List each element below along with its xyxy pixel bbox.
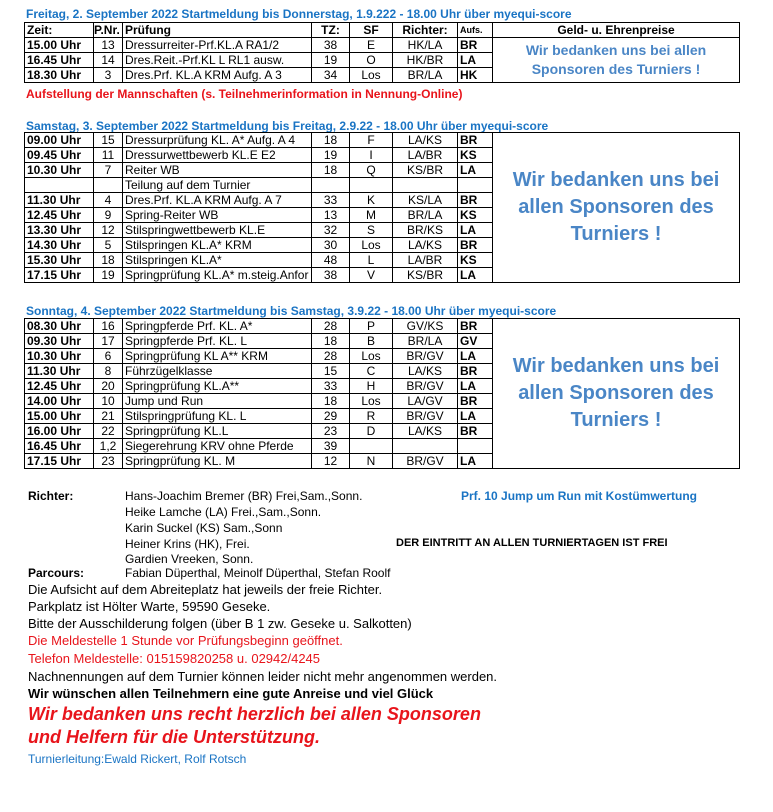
cell-richter [393, 178, 458, 193]
cell-pnr: 3 [94, 68, 123, 83]
cell-pnr: 8 [94, 364, 123, 379]
col-richter: Richter: [393, 23, 458, 38]
judges-label: Richter: [28, 489, 74, 503]
cell-aufs: LA [458, 53, 493, 68]
judge-2: Heike Lamche (LA) Frei.,Sam.,Sonn. [125, 505, 322, 519]
cell-aufs: HK [458, 68, 493, 83]
sponsor-thanks: Wir bedanken uns bei allen Sponsoren des Turniers ! [493, 133, 740, 283]
cell-aufs: BR [458, 364, 493, 379]
col-aufs: Aufs. [458, 23, 493, 38]
cell-pnr: 12 [94, 223, 123, 238]
cell-pruefung: Dres.Reit.-Prf.KL L RL1 ausw. [123, 53, 312, 68]
info-line: Parkplatz ist Hölter Warte, 59590 Geseke. [28, 599, 271, 614]
cell-sf: V [350, 268, 393, 283]
cell-time: 13.30 Uhr [25, 223, 94, 238]
cell-time: 17.15 Uhr [25, 454, 94, 469]
cell-tz: 12 [312, 454, 350, 469]
cell-sf: Los [350, 238, 393, 253]
cell-pnr: 23 [94, 454, 123, 469]
col-zeit: Zeit: [25, 23, 94, 38]
cell-aufs: BR [458, 238, 493, 253]
cell-richter: LA/KS [393, 424, 458, 439]
cell-pnr: 7 [94, 163, 123, 178]
cell-aufs: GV [458, 334, 493, 349]
cell-aufs: LA [458, 454, 493, 469]
cell-time: 09.45 Uhr [25, 148, 94, 163]
cell-richter: BR/GV [393, 409, 458, 424]
cell-tz: 34 [312, 68, 350, 83]
cell-pnr: 21 [94, 409, 123, 424]
cell-time: 12.45 Uhr [25, 208, 94, 223]
cell-aufs: LA [458, 379, 493, 394]
cell-richter: BR/GV [393, 349, 458, 364]
cell-pruefung: Dressurreiter-Prf.KL.A RA1/2 [123, 38, 312, 53]
cell-pruefung: Stilspringprüfung KL. L [123, 409, 312, 424]
cell-time: 08.30 Uhr [25, 319, 94, 334]
cell-pnr: 9 [94, 208, 123, 223]
cell-pruefung: Springprüfung KL A** KRM [123, 349, 312, 364]
cell-sf: H [350, 379, 393, 394]
cell-tz: 28 [312, 349, 350, 364]
cell-time: 15.00 Uhr [25, 409, 94, 424]
cell-richter: BR/GV [393, 379, 458, 394]
cell-pruefung: Jump und Run [123, 394, 312, 409]
cell-pruefung: Stilspringwettbewerb KL.E [123, 223, 312, 238]
office-open: Die Meldestelle 1 Stunde vor Prüfungsbeginn geöffnet. [28, 633, 343, 648]
cell-tz: 19 [312, 53, 350, 68]
cell-pnr: 17 [94, 334, 123, 349]
cell-time: 10.30 Uhr [25, 163, 94, 178]
cell-time: 16.45 Uhr [25, 439, 94, 454]
cell-tz: 32 [312, 223, 350, 238]
cell-pnr: 1,2 [94, 439, 123, 454]
saturday-table [24, 132, 740, 283]
cell-sf: C [350, 364, 393, 379]
cell-sf: S [350, 223, 393, 238]
table-header-row [25, 23, 740, 38]
saturday-header: Samstag, 3. September 2022 Startmeldung bis Freitag, 2.9.22 - 18.00 Uhr über myequi-score [26, 119, 549, 133]
judge-4: Heiner Krins (HK), Frei. [125, 537, 250, 551]
cell-sf: K [350, 193, 393, 208]
sunday-header: Sonntag, 4. September 2022 Startmeldung bis Samstag, 3.9.22 - 18.00 Uhr über myequi-score [26, 304, 557, 318]
friday-header: Freitag, 2. September 2022 Startmeldung bis Donnerstag, 1.9.222 - 18.00 Uhr über myequi-score [26, 7, 572, 21]
cell-aufs: LA [458, 163, 493, 178]
phone: Telefon Meldestelle: 015159820258 u. 02942/4245 [28, 651, 321, 666]
table-row [25, 133, 740, 148]
cell-time: 14.30 Uhr [25, 238, 94, 253]
cell-pnr: 20 [94, 379, 123, 394]
cell-time: 16.45 Uhr [25, 53, 94, 68]
cell-sf: Los [350, 349, 393, 364]
cell-richter: KS/BR [393, 268, 458, 283]
sponsor-thanks: Wir bedanken uns bei allen Sponsoren des Turniers ! [493, 319, 740, 469]
table-row [25, 38, 740, 53]
cell-aufs: LA [458, 268, 493, 283]
cell-pnr: 16 [94, 319, 123, 334]
parcours-names: Fabian Düperthal, Meinolf Düperthal, Stefan Roolf [125, 566, 391, 580]
cell-aufs: KS [458, 148, 493, 163]
cell-sf: R [350, 409, 393, 424]
cell-pruefung: Siegerehrung KRV ohne Pferde [123, 439, 312, 454]
cell-sf: M [350, 208, 393, 223]
entry-free: DER EINTRITT AN ALLEN TURNIERTAGEN IST FREI [396, 537, 668, 549]
cell-richter: HK/LA [393, 38, 458, 53]
cell-pnr: 11 [94, 148, 123, 163]
cell-time: 12.45 Uhr [25, 379, 94, 394]
cell-pnr: 22 [94, 424, 123, 439]
cell-aufs: BR [458, 133, 493, 148]
cell-tz [312, 178, 350, 193]
cell-tz: 18 [312, 133, 350, 148]
info-line: Die Aufsicht auf dem Abreiteplatz hat jeweils der freie Richter. [28, 582, 383, 597]
cell-sf: E [350, 38, 393, 53]
cell-aufs: BR [458, 424, 493, 439]
cell-pnr: 18 [94, 253, 123, 268]
sunday-table [24, 318, 740, 469]
cell-tz: 23 [312, 424, 350, 439]
cell-time: 15.30 Uhr [25, 253, 94, 268]
cell-time: 18.30 Uhr [25, 68, 94, 83]
cell-time: 09.30 Uhr [25, 334, 94, 349]
cell-pruefung: Spring-Reiter WB [123, 208, 312, 223]
cell-time [25, 178, 94, 193]
cell-richter: HK/BR [393, 53, 458, 68]
cell-tz: 18 [312, 394, 350, 409]
jump-note: Prf. 10 Jump um Run mit Kostümwertung [461, 489, 698, 503]
cell-time: 15.00 Uhr [25, 38, 94, 53]
cell-tz: 39 [312, 439, 350, 454]
cell-aufs: LA [458, 409, 493, 424]
judge-5: Gardien Vreeken, Sonn. [125, 552, 254, 566]
cell-sf: L [350, 253, 393, 268]
cell-aufs: LA [458, 349, 493, 364]
cell-richter: LA/KS [393, 364, 458, 379]
cell-aufs: BR [458, 38, 493, 53]
cell-sf: P [350, 319, 393, 334]
cell-sf: N [350, 454, 393, 469]
cell-aufs: BR [458, 394, 493, 409]
cell-sf: B [350, 334, 393, 349]
cell-pruefung: Dres.Prf. KL.A KRM Aufg. A 3 [123, 68, 312, 83]
cell-pnr: 14 [94, 53, 123, 68]
cell-pnr: 13 [94, 38, 123, 53]
cell-pnr: 6 [94, 349, 123, 364]
cell-richter: LA/GV [393, 394, 458, 409]
cell-pnr: 5 [94, 238, 123, 253]
cell-time: 16.00 Uhr [25, 424, 94, 439]
judge-3: Karin Suckel (KS) Sam.,Sonn [125, 521, 283, 535]
cell-pruefung: Stilspringen KL.A* [123, 253, 312, 268]
cell-richter: LA/BR [393, 253, 458, 268]
cell-sf: Q [350, 163, 393, 178]
cell-pnr: 19 [94, 268, 123, 283]
thanks-line: und Helfern für die Unterstützung. [28, 727, 320, 747]
cell-time: 09.00 Uhr [25, 133, 94, 148]
cell-richter: BR/LA [393, 334, 458, 349]
cell-pnr: 10 [94, 394, 123, 409]
cell-richter: BR/KS [393, 223, 458, 238]
friday-table [24, 22, 740, 83]
cell-pruefung: Dressurwettbewerb KL.E E2 [123, 148, 312, 163]
cell-tz: 33 [312, 379, 350, 394]
cell-aufs: KS [458, 253, 493, 268]
cell-pnr: 4 [94, 193, 123, 208]
cell-richter [393, 439, 458, 454]
cell-tz: 33 [312, 193, 350, 208]
cell-richter: GV/KS [393, 319, 458, 334]
cell-richter: BR/LA [393, 68, 458, 83]
cell-pruefung: Springprüfung KL. M [123, 454, 312, 469]
parcours-label: Parcours: [28, 566, 85, 580]
late-entries: Nachnennungen auf dem Turnier können leider nicht mehr angenommen werden. [28, 669, 498, 684]
cell-time: 10.30 Uhr [25, 349, 94, 364]
cell-time: 14.00 Uhr [25, 394, 94, 409]
cell-time: 17.15 Uhr [25, 268, 94, 283]
cell-pruefung: Stilspringen KL.A* KRM [123, 238, 312, 253]
cell-tz: 30 [312, 238, 350, 253]
cell-tz: 18 [312, 334, 350, 349]
cell-time: 11.30 Uhr [25, 364, 94, 379]
sponsor-thanks: Wir bedanken uns bei allen Sponsoren des Turniers ! [493, 38, 740, 83]
cell-tz: 48 [312, 253, 350, 268]
cell-pruefung: Teilung auf dem Turnier [123, 178, 312, 193]
cell-sf: D [350, 424, 393, 439]
cell-richter: LA/BR [393, 148, 458, 163]
cell-richter: BR/GV [393, 454, 458, 469]
wish: Wir wünschen allen Teilnehmern eine gute Anreise und viel Glück [28, 686, 434, 701]
cell-pruefung: Reiter WB [123, 163, 312, 178]
cell-tz: 19 [312, 148, 350, 163]
cell-sf: F [350, 133, 393, 148]
cell-sf [350, 439, 393, 454]
cell-sf: I [350, 148, 393, 163]
cell-tz: 29 [312, 409, 350, 424]
cell-pruefung: Springprüfung KL.L [123, 424, 312, 439]
cell-pruefung: Springpferde Prf. KL. L [123, 334, 312, 349]
cell-aufs: BR [458, 193, 493, 208]
cell-time: 11.30 Uhr [25, 193, 94, 208]
col-tz: TZ: [312, 23, 350, 38]
cell-richter: LA/KS [393, 133, 458, 148]
cell-pruefung: Dressurprüfung KL. A* Aufg. A 4 [123, 133, 312, 148]
col-preise: Geld- u. Ehrenpreise [493, 23, 740, 38]
cell-aufs [458, 178, 493, 193]
cell-tz: 18 [312, 163, 350, 178]
team-notice: Aufstellung der Mannschaften (s. Teilnehmerinformation in Nennung-Online) [26, 87, 463, 101]
cell-richter: BR/LA [393, 208, 458, 223]
cell-tz: 38 [312, 268, 350, 283]
cell-pnr: 15 [94, 133, 123, 148]
cell-sf: O [350, 53, 393, 68]
cell-sf: Los [350, 394, 393, 409]
cell-tz: 13 [312, 208, 350, 223]
table-row [25, 319, 740, 334]
cell-richter: KS/LA [393, 193, 458, 208]
cell-sf: Los [350, 68, 393, 83]
col-pnr: P.Nr. [94, 23, 123, 38]
cell-pruefung: Führzügelklasse [123, 364, 312, 379]
info-line: Bitte der Ausschilderung folgen (über B 1 zw. Geseke u. Salkotten) [28, 616, 412, 631]
cell-sf [350, 178, 393, 193]
cell-aufs: BR [458, 319, 493, 334]
cell-pruefung: Springprüfung KL.A* m.steig.Anfor [123, 268, 312, 283]
cell-pnr [94, 178, 123, 193]
cell-aufs [458, 439, 493, 454]
thanks-line: Wir bedanken uns recht herzlich bei allen Sponsoren [28, 704, 481, 724]
cell-tz: 38 [312, 38, 350, 53]
cell-pruefung: Springprüfung KL.A** [123, 379, 312, 394]
cell-tz: 28 [312, 319, 350, 334]
cell-aufs: KS [458, 208, 493, 223]
judge-1: Hans-Joachim Bremer (BR) Frei,Sam.,Sonn. [125, 489, 363, 503]
cell-aufs: LA [458, 223, 493, 238]
cell-pruefung: Springpferde Prf. KL. A* [123, 319, 312, 334]
cell-richter: LA/KS [393, 238, 458, 253]
col-pruefung: Prüfung [123, 23, 312, 38]
management: Turnierleitung:Ewald Rickert, Rolf Rotsch [28, 752, 247, 766]
col-sf: SF [350, 23, 393, 38]
cell-tz: 15 [312, 364, 350, 379]
cell-richter: KS/BR [393, 163, 458, 178]
cell-pruefung: Dres.Prf. KL.A KRM Aufg. A 7 [123, 193, 312, 208]
